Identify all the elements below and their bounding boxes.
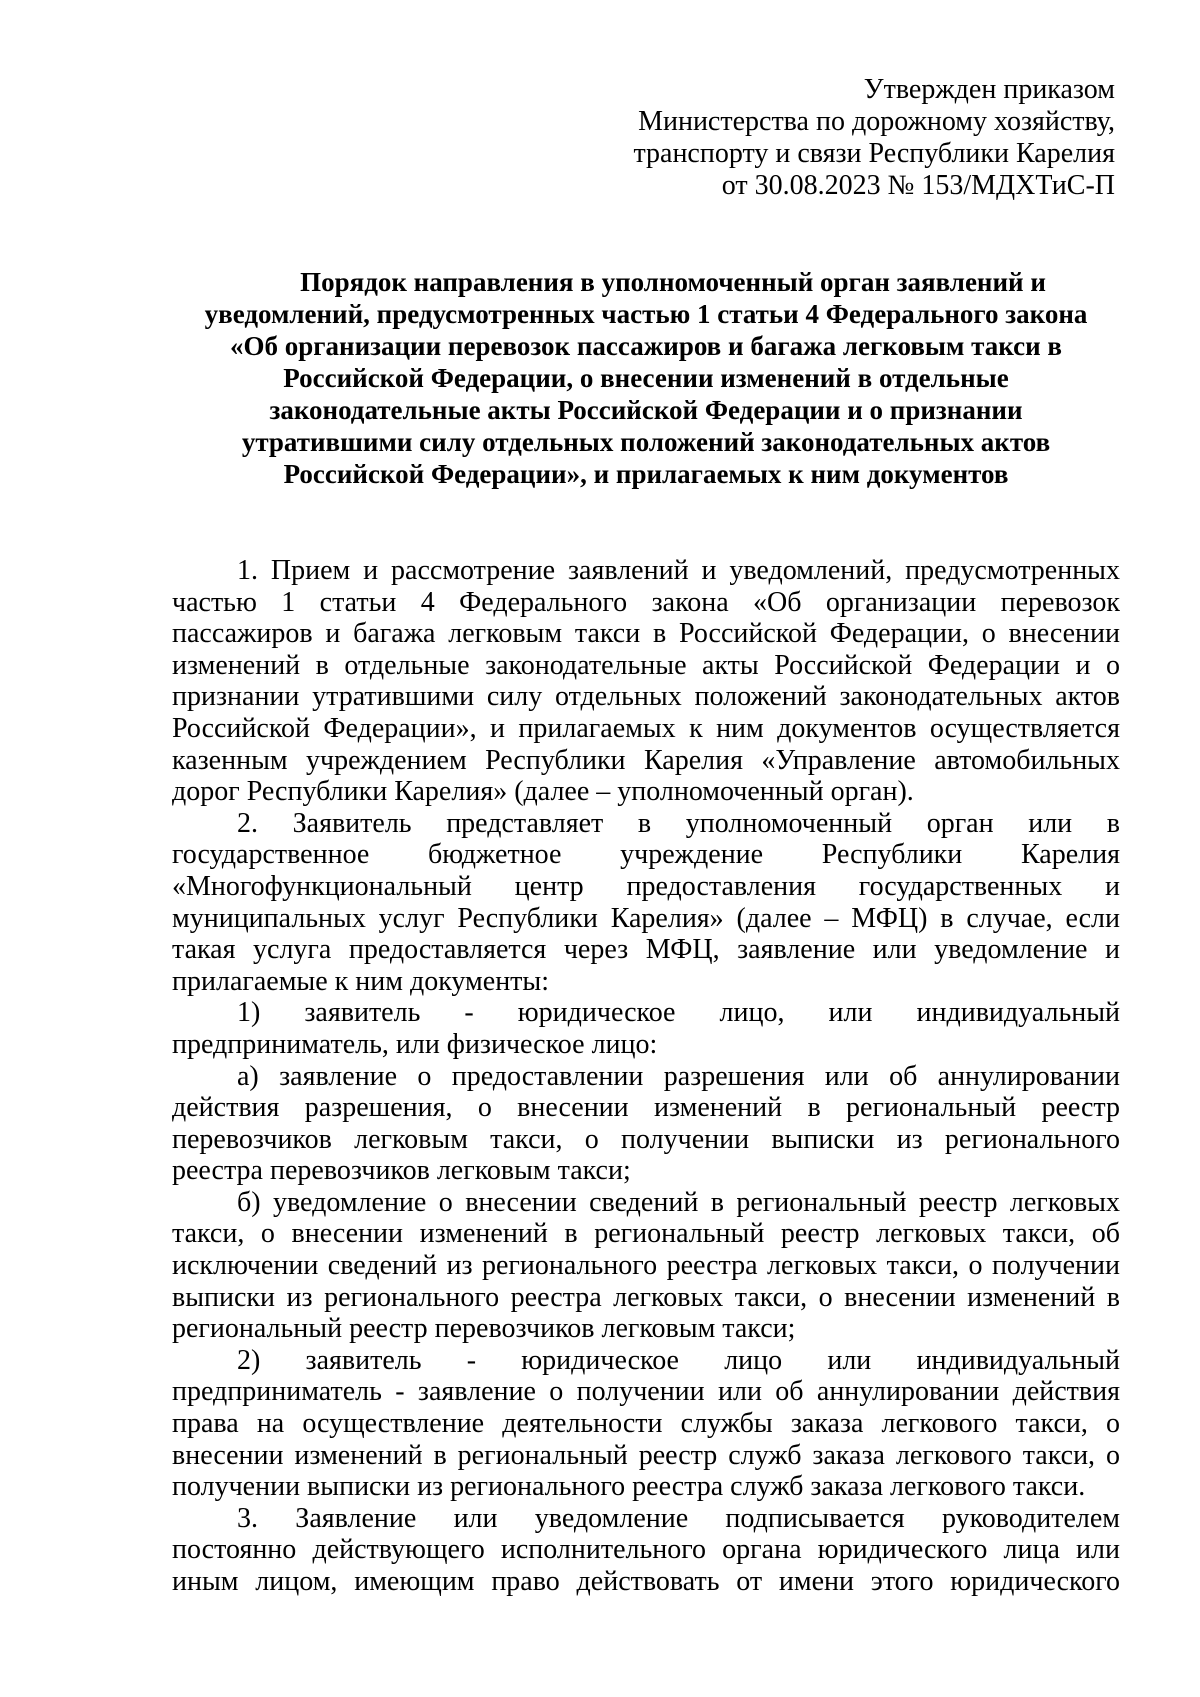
paragraph-line: 2) заявитель - юридическое лицо или индивидуальный (237, 1344, 1120, 1376)
paragraph-line: получении выписки из регионального реестра служб заказа легкового такси. (172, 1471, 1086, 1503)
paragraph-line: такси, о внесении изменений в региональный реестр легковых такси, об (172, 1218, 1120, 1250)
paragraph-line: 2. Заявитель представляет в уполномоченный орган или в (237, 807, 1120, 839)
paragraph-line: предприниматель, или физическое лицо: (172, 1028, 658, 1060)
paragraph (172, 808, 1120, 998)
paragraph-line: Российской Федерации», и прилагаемых к ним документов осуществляется (172, 712, 1120, 744)
approval-stamp (633, 74, 1115, 202)
paragraph-line: 1) заявитель - юридическое лицо, или индивидуальный (237, 997, 1120, 1029)
title-line: Российской Федерации», и прилагаемых к ним документов (283, 459, 1009, 489)
approval-line: Утвержден приказом (863, 74, 1115, 105)
paragraph (172, 1187, 1120, 1345)
paragraph-line: пассажиров и багажа легковым такси в Российской Федерации, о внесении (172, 618, 1120, 650)
paragraph-line: права на осуществление деятельности службы заказа легкового такси, о (172, 1408, 1120, 1440)
document-title (172, 266, 1120, 490)
paragraph-line: признании утратившими силу отдельных положений законодательных актов (172, 681, 1120, 713)
title-line: «Об организации перевозок пассажиров и багажа легковым такси в (230, 331, 1062, 361)
paragraph-line: государственное бюджетное учреждение Республики Карелия (172, 839, 1120, 871)
paragraph (172, 1345, 1120, 1503)
paragraph-line: 3. Заявление или уведомление подписывается руководителем (237, 1502, 1120, 1534)
paragraph-line: внесении изменений в региональный реестр служб заказа легкового такси, о (172, 1439, 1120, 1471)
approval-line: Министерства по дорожному хозяйству, (638, 106, 1115, 137)
paragraph-line: прилагаемые к ним документы: (172, 965, 550, 997)
paragraph-line: предприниматель - заявление о получении или об аннулировании действия (172, 1376, 1120, 1408)
paragraph-line: постоянно действующего исполнительного органа юридического лица или (172, 1534, 1120, 1566)
paragraph-line: дорог Республики Карелия» (далее – уполномоченный орган). (172, 776, 914, 808)
title-line: Порядок направления в уполномоченный орган заявлений и (300, 267, 1046, 297)
title-line: уведомлений, предусмотренных частью 1 статьи 4 Федерального закона (204, 299, 1088, 329)
paragraph-line: такая услуга предоставляется через МФЦ, заявление или уведомление и (172, 934, 1120, 966)
paragraph-line: муниципальных услуг Республики Карелия» (далее – МФЦ) в случае, если (172, 902, 1120, 934)
paragraph (172, 1503, 1120, 1598)
paragraph-line: региональный реестр перевозчиков легковым такси; (172, 1313, 796, 1345)
paragraph-line: исключении сведений из регионального реестра легковых такси, о получении (172, 1250, 1120, 1282)
approval-line: транспорту и связи Республики Карелия (633, 138, 1115, 169)
title-line: законодательные акты Российской Федерации и о признании (269, 395, 1023, 425)
title-line: Российской Федерации, о внесении изменений в отдельные (283, 363, 1009, 393)
document-body (172, 555, 1120, 1598)
paragraph-line: действия разрешения, о внесении изменений в региональный реестр (172, 1092, 1120, 1124)
paragraph (172, 997, 1120, 1060)
paragraph-line: изменений в отдельные законодательные акты Российской Федерации и о (172, 649, 1120, 681)
paragraph-line: реестра перевозчиков легковым такси; (172, 1155, 631, 1187)
paragraph-line: казенным учреждением Республики Карелия «Управление автомобильных (172, 744, 1120, 776)
paragraph (172, 1061, 1120, 1187)
approval-line: от 30.08.2023 № 153/МДХТиС-П (721, 170, 1115, 201)
paragraph-line: выписки из регионального реестра легковых такси, о внесении изменений в (172, 1281, 1120, 1313)
paragraph-line: «Многофункциональный центр предоставления государственных и (172, 870, 1120, 902)
paragraph-line: иным лицом, имеющим право действовать от имени этого юридического (172, 1566, 1120, 1597)
paragraph-line: частью 1 статьи 4 Федерального закона «Об организации перевозок (172, 586, 1120, 618)
title-line: утратившими силу отдельных положений законодательных актов (241, 427, 1051, 457)
paragraph-line: б) уведомление о внесении сведений в региональный реестр легковых (237, 1186, 1120, 1218)
paragraph (172, 555, 1120, 808)
paragraph-line: 1. Прием и рассмотрение заявлений и уведомлений, предусмотренных (237, 555, 1120, 586)
paragraph-line: перевозчиков легковым такси, о получении выписки из регионального (172, 1123, 1120, 1155)
paragraph-line: а) заявление о предоставлении разрешения или об аннулировании (237, 1060, 1120, 1092)
